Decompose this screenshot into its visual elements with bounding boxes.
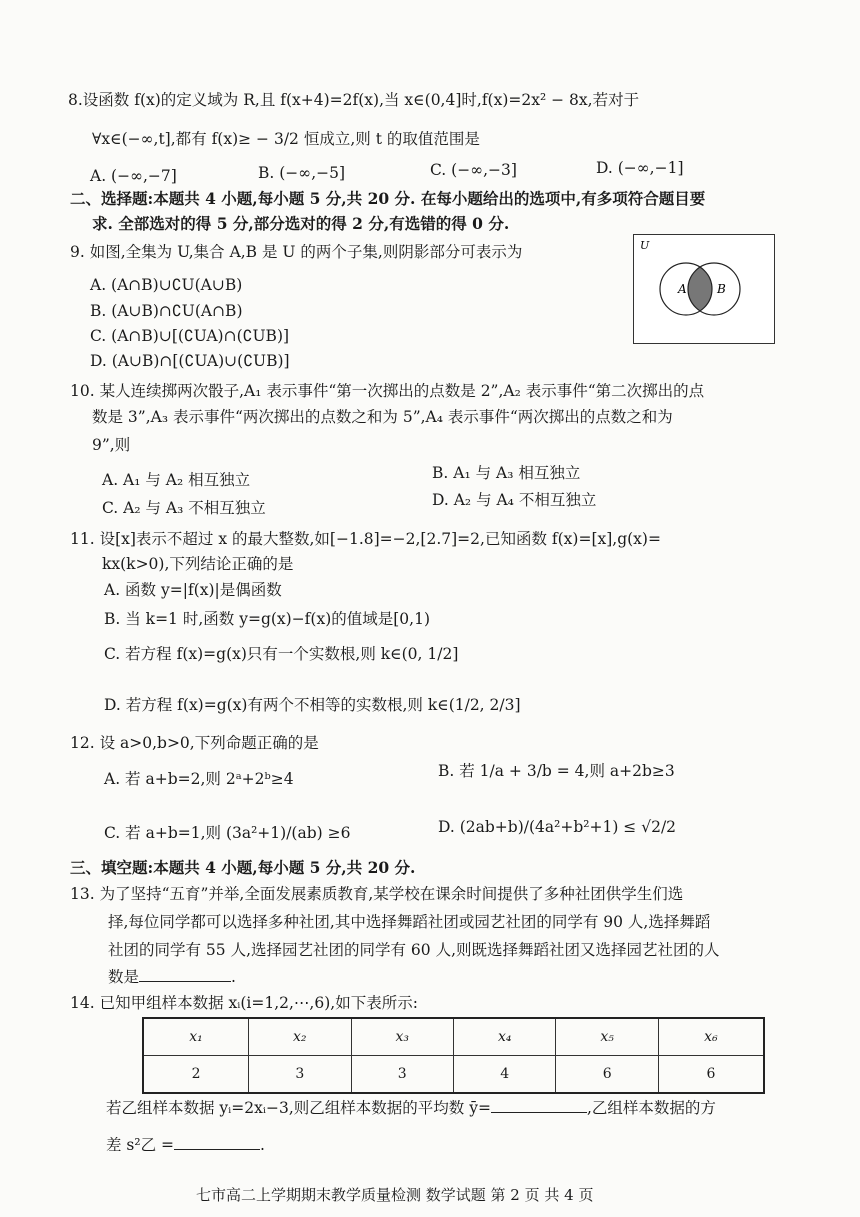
table-header-cell: x₆ (658, 1018, 764, 1056)
q14-line2-text-a: 若乙组样本数据 yᵢ=2xᵢ−3,则乙组样本数据的平均数 ȳ= (106, 1099, 491, 1117)
table-header-cell: x₅ (556, 1018, 658, 1056)
table-header-cell: x₁ (143, 1018, 249, 1056)
q13-line2: 择,每位同学都可以选择多种社团,其中选择舞蹈社团或园艺社团的同学有 90 人,选择舞蹈 (108, 913, 711, 931)
q12-option-d: D. (2ab+b)/(4a²+b²+1) ≤ √2/2 (438, 818, 677, 836)
q8-option-a: A. (−∞,−7] (90, 167, 177, 185)
q8-line1: 8.设函数 f(x)的定义域为 R,且 f(x+4)=2f(x),当 x∈(0,4]时,f(x)=2x² − 8x,若对于 (68, 91, 640, 109)
q9-option-d: D. (A∪B)∩[(∁UA)∪(∁UB)] (90, 352, 290, 370)
q10-line2: 数是 3”,A₃ 表示事件“两次掷出的点数之和为 5”,A₄ 表示事件“两次掷出的点数之和为 (92, 408, 673, 426)
venn-diagram (633, 234, 775, 344)
q14-line3: 差 s²乙 = . (106, 1136, 265, 1154)
q10-line3: 9”,则 (92, 436, 131, 454)
q11-option-b: B. 当 k=1 时,函数 y=g(x)−f(x)的值域是[0,1) (104, 610, 431, 628)
q11-option-d: D. 若方程 f(x)=g(x)有两个不相等的实数根,则 k∈(1/2, 2/3] (104, 696, 521, 714)
q14-mean-blank[interactable] (491, 1112, 587, 1113)
venn-label-u: U (640, 239, 650, 252)
q14-data-table (142, 1017, 765, 1094)
section3-heading: 三、填空题:本题共 4 小题,每小题 5 分,共 20 分. (70, 858, 416, 877)
q9-option-c: C. (A∩B)∪[(∁UA)∩(∁UB)] (90, 327, 290, 345)
q13-line3: 社团的同学有 55 人,选择园艺社团的同学有 60 人,则既选择舞蹈社团又选择园艺社团的人 (108, 941, 720, 959)
q13-line4-text: 数是 (108, 968, 140, 986)
q14-line2-text-b: ,乙组样本数据的方 (586, 1099, 716, 1117)
table-cell: 6 (658, 1056, 764, 1094)
q8-option-b: B. (−∞,−5] (258, 164, 346, 182)
q11-option-c: C. 若方程 f(x)=g(x)只有一个实数根,则 k∈(0, 1/2] (104, 645, 459, 663)
q12-option-c: C. 若 a+b=1,则 (3a²+1)/(ab) ≥6 (104, 824, 351, 842)
section2-heading-line2: 求. 全部选对的得 5 分,部分选对的得 2 分,有选错的得 0 分. (92, 214, 510, 233)
venn-svg (634, 235, 774, 343)
table-header-cell: x₄ (453, 1018, 555, 1056)
page-footer: 七市高二上学期期末教学质量检测 数学试题 第 2 页 共 4 页 (196, 1186, 594, 1204)
table-cell: 3 (351, 1056, 453, 1094)
q8-line2: ∀x∈(−∞,t],都有 f(x)≥ − 3/2 恒成立,则 t 的取值范围是 (92, 130, 480, 148)
q10-option-b: B. A₁ 与 A₃ 相互独立 (432, 464, 581, 482)
q12-option-a: A. 若 a+b=2,则 2ᵃ+2ᵇ≥4 (104, 770, 294, 788)
table-cell: 2 (143, 1056, 249, 1094)
q12-option-b: B. 若 1/a + 3/b = 4,则 a+2b≥3 (438, 762, 675, 780)
table-header-row (143, 1018, 764, 1056)
table-cell: 6 (556, 1056, 658, 1094)
q13-line1: 13. 为了坚持“五育”并举,全面发展素质教育,某学校在课余时间提供了多种社团供学生们选 (70, 885, 684, 903)
table-header-cell: x₂ (249, 1018, 351, 1056)
q9-option-a: A. (A∩B)∪∁U(A∪B) (90, 276, 243, 294)
q11-line2: kx(k>0),下列结论正确的是 (102, 555, 294, 573)
table-cell: 3 (249, 1056, 351, 1094)
q9-option-b: B. (A∪B)∩∁U(A∩B) (90, 302, 243, 320)
q9-stem: 9. 如图,全集为 U,集合 A,B 是 U 的两个子集,则阴影部分可表示为 (70, 243, 523, 261)
venn-label-b: B (717, 282, 726, 296)
q10-option-a: A. A₁ 与 A₂ 相互独立 (102, 471, 251, 489)
table-cell: 4 (453, 1056, 555, 1094)
q10-line1: 10. 某人连续掷两次骰子,A₁ 表示事件“第一次掷出的点数是 2”,A₂ 表示事件“第二次掷出的点 (70, 382, 705, 400)
section2-heading-line1: 二、选择题:本题共 4 小题,每小题 5 分,共 20 分. 在每小题给出的选项中,有多项符合题目要 (70, 189, 706, 208)
q13-line4: 数是 . (108, 968, 236, 986)
q11-option-a: A. 函数 y=|f(x)|是偶函数 (104, 581, 282, 599)
venn-label-a: A (678, 282, 687, 296)
table-header-cell: x₃ (351, 1018, 453, 1056)
q14-variance-blank[interactable] (174, 1149, 260, 1150)
q10-option-c: C. A₂ 与 A₃ 不相互独立 (102, 499, 266, 517)
q11-line1: 11. 设[x]表示不超过 x 的最大整数,如[−1.8]=−2,[2.7]=2,已知函数 f(x)=[x],g(x)= (70, 530, 661, 548)
q8-option-c: C. (−∞,−3] (430, 161, 517, 179)
q14-line3-text: 差 s²乙 = (106, 1136, 175, 1154)
q8-option-d: D. (−∞,−1] (596, 159, 684, 177)
q14-line2 (106, 1099, 716, 1118)
q10-option-d: D. A₂ 与 A₄ 不相互独立 (432, 491, 597, 509)
q12-stem: 12. 设 a>0,b>0,下列命题正确的是 (70, 734, 319, 752)
q13-answer-blank[interactable] (139, 981, 231, 982)
q14-stem: 14. 已知甲组样本数据 xᵢ(i=1,2,⋯,6),如下表所示: (70, 994, 418, 1012)
table-row (143, 1056, 764, 1094)
